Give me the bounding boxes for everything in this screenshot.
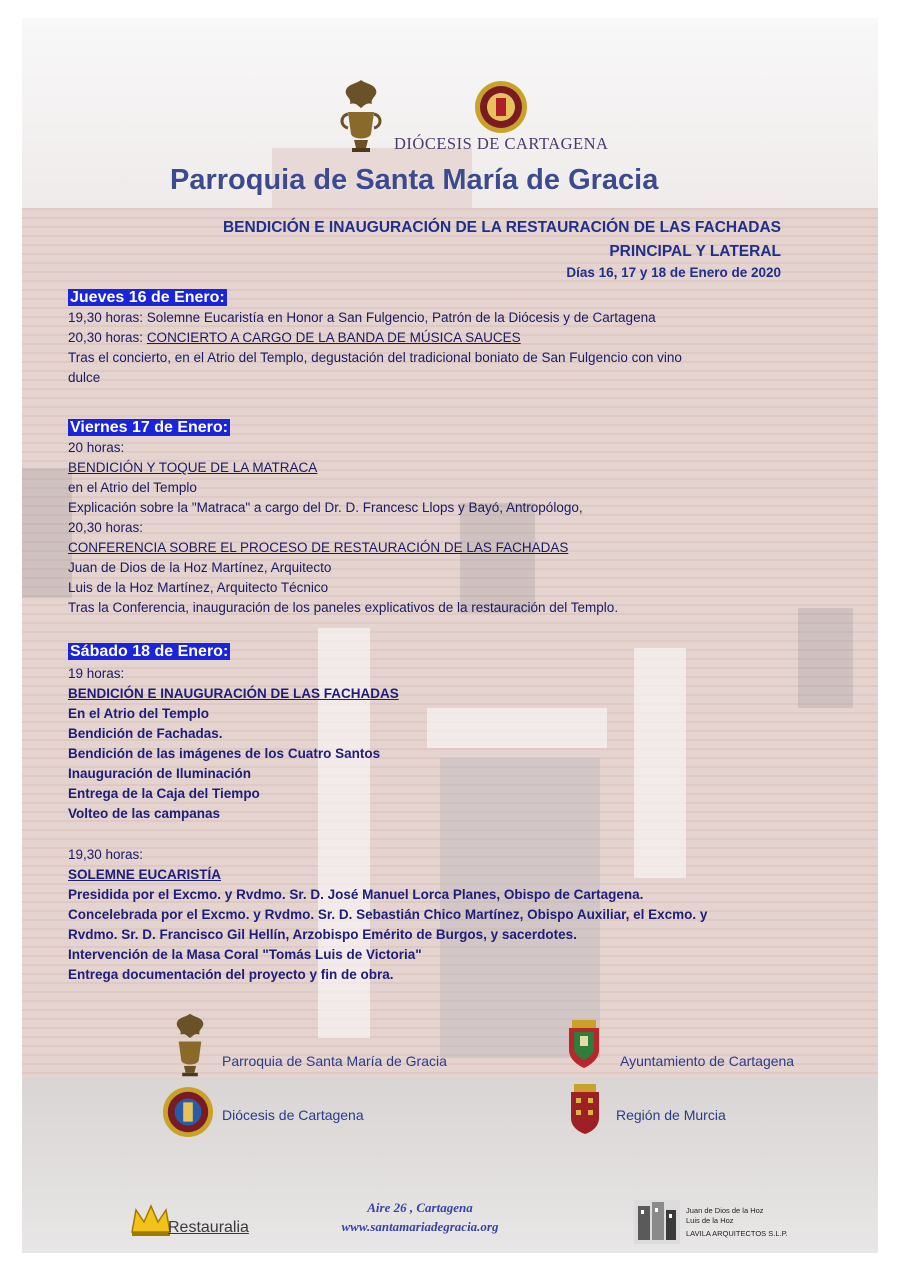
friday-section [68,418,230,437]
saturday-line-archbishop: Rvdmo. Sr. D. Francisco Gil Hellín, Arzobispo Emérito de Burgos, y sacerdotes. [68,927,577,942]
parroquia-vase-icon [170,1012,210,1078]
diocese-seal-icon [474,80,528,134]
saturday-line-eucharist: SOLEMNE EUCARISTÍA [68,867,222,882]
friday-line-technician: Luis de la Hoz Martínez, Arquitecto Técnico [68,580,329,595]
architect-name-1: Juan de Dios de la Hoz [686,1206,764,1215]
thursday-line-concert: 20,30 horas: CONCIERTO A CARGO DE LA BANDA DE MÚSICA SAUCES [68,330,521,345]
saturday-line-documentation: Entrega documentación del proyecto y fin de obra. [68,967,394,982]
friday-line-panels: Tras la Conferencia, inauguración de los paneles explicativos de la restauración del Templo. [68,600,619,615]
saturday-line-time1: 19 horas: [68,666,125,681]
thursday-line-tasting-cont: dulce [68,370,101,385]
saturday-line-concelebrated: Concelebrada por el Excmo. y Rvdmo. Sr. D. Sebastián Chico Martínez, Obispo Auxiliar, el Excmo. y [68,907,708,922]
saturday-heading: Sábado 18 de Enero: [70,643,229,660]
partner-ayuntamiento: Ayuntamiento de Cartagena [620,1053,795,1069]
saturday-line-blessing: Bendición de Fachadas. [68,726,223,741]
architect-firm: LAVILA ARQUITECTOS S.L.P. [686,1229,788,1238]
page-title: Parroquia de Santa María de Gracia [170,164,659,196]
saturday-line-lighting: Inauguración de Iluminación [68,766,252,781]
thursday-lines [68,308,682,388]
thursday-line-mass: 19,30 horas: Solemne Eucaristía en Honor a San Fulgencio, Patrón de la Diócesis y de Cartagena [68,310,656,325]
footer-address: Aire 26 , Cartagena [367,1200,473,1215]
vase-emblem-icon [338,78,384,154]
partner-region: Región de Murcia [616,1107,726,1123]
diocesis-seal-icon [162,1086,214,1138]
friday-line-architect: Juan de Dios de la Hoz Martínez, Arquitecto [68,560,332,575]
event-heading-line2: PRINCIPAL Y LATERAL [609,243,781,260]
saturday-lines-1 [68,664,399,824]
friday-lines [68,438,618,618]
saturday-line-time2: 19,30 horas: [68,847,144,862]
partner-parroquia: Parroquia de Santa María de Gracia [222,1053,447,1069]
friday-line-atrium: en el Atrio del Templo [68,480,197,495]
saturday-line-inauguration: BENDICIÓN E INAUGURACIÓN DE LAS FACHADAS [68,686,399,701]
event-heading-line1: BENDICIÓN E INAUGURACIÓN DE LA RESTAURACIÓN DE LAS FACHADAS [222,219,781,236]
saturday-line-time-capsule: Entrega de la Caja del Tiempo [68,786,260,801]
murcia-coat-icon [568,1082,602,1136]
restauralia-label: Restauralia [168,1219,249,1236]
thursday-line-tasting: Tras el concierto, en el Atrio del Templo, degustación del tradicional boniato de San Fulgencio con vino [68,350,682,365]
friday-line-time1: 20 horas: [68,440,125,455]
diocese-logo-text: DIÓCESIS DE CARTAGENA [394,134,609,153]
saturday-line-presided: Presidida por el Excmo. y Rvdmo. Sr. D. José Manuel Lorca Planes, Obispo de Cartagena. [68,887,644,902]
friday-line-explanation: Explicación sobre la "Matraca" a cargo del Dr. D. Francesc Llops y Bayó, Antropólogo, [68,500,583,515]
friday-line-conference: CONFERENCIA SOBRE EL PROCESO DE RESTAURACIÓN DE LAS FACHADAS [68,540,569,555]
footer-website-link[interactable]: www.santamariadegracia.org [341,1219,499,1234]
concert-title: CONCIERTO A CARGO DE LA BANDA DE MÚSICA SAUCES [146,330,521,345]
friday-line-matraca: BENDICIÓN Y TOQUE DE LA MATRACA [68,460,318,475]
restauralia-crown-icon [130,1202,172,1238]
saturday-section [68,642,230,661]
saturday-line-bells: Volteo de las campanas [68,806,221,821]
saturday-line-atrium: En el Atrio del Templo [68,706,210,721]
architects-building-icon [634,1200,680,1244]
saturday-line-saints: Bendición de las imágenes de los Cuatro Santos [68,746,381,761]
event-dates: Días 16, 17 y 18 de Enero de 2020 [566,265,781,280]
thursday-heading: Jueves 16 de Enero: [70,289,225,306]
saturday-lines-2 [68,845,707,985]
partner-diocesis: Diócesis de Cartagena [222,1107,364,1123]
friday-line-time2: 20,30 horas: [68,520,144,535]
saturday-line-choir: Intervención de la Masa Coral "Tomás Luis de Victoria" [68,947,422,962]
thursday-section [68,288,227,307]
friday-heading: Viernes 17 de Enero: [70,419,228,436]
cartagena-coat-icon [566,1018,602,1070]
architect-name-2: Luis de la Hoz [686,1216,734,1225]
